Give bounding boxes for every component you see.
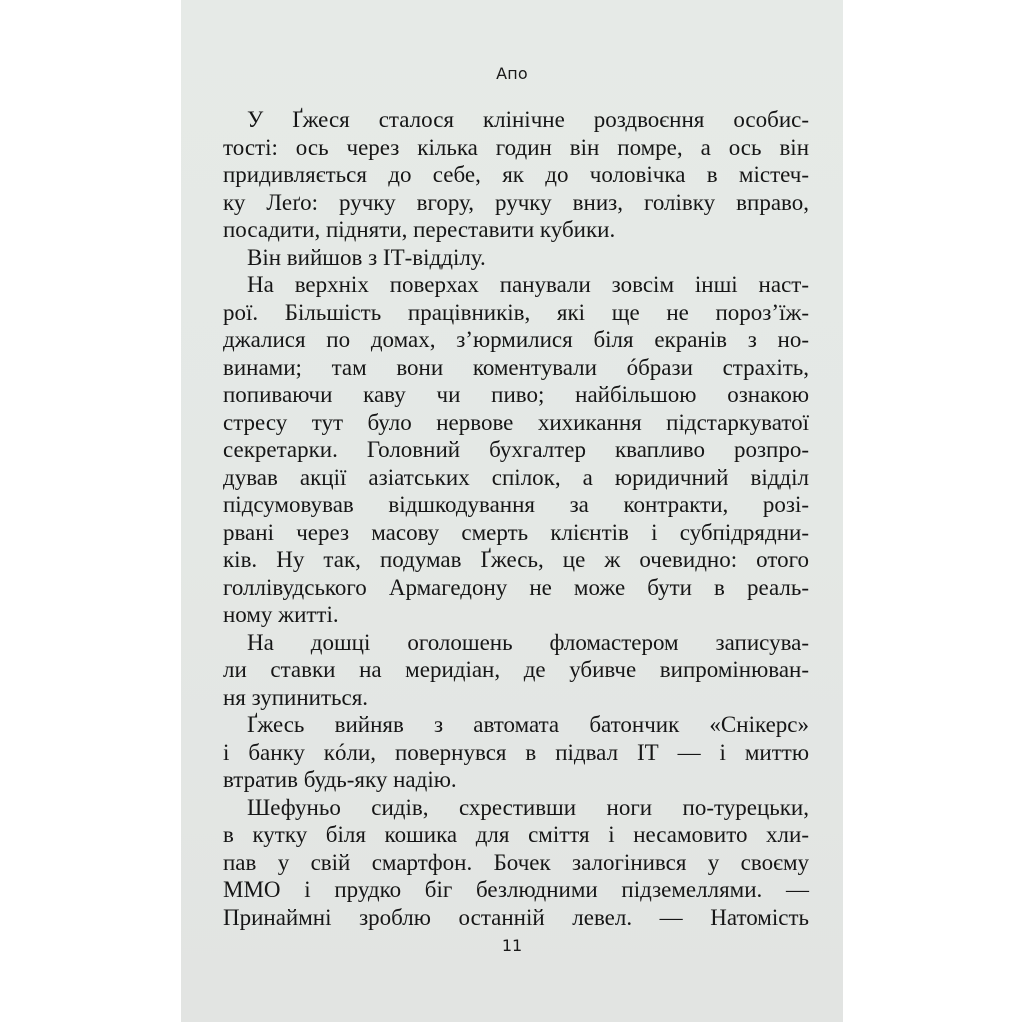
paragraph bbox=[223, 711, 809, 794]
text-line: Шефуньо сидів, схрестивши ноги по-турецьки, bbox=[247, 794, 809, 820]
text-line: ли ставки на меридіан, де убивче випромінюван- bbox=[223, 657, 809, 682]
text-line: секретарки. Головний бухгалтер квапливо розпро- bbox=[223, 437, 809, 462]
text-line: ному житті. bbox=[223, 602, 339, 627]
text-line: підсумовував відшкодування за контракти, розі- bbox=[223, 492, 809, 517]
text-line: ня зупиниться. bbox=[223, 684, 369, 710]
text-line: голлівудського Армагедону не може бути в реаль- bbox=[223, 574, 809, 600]
text-line: рвані через масову смерть клієнтів і субпідрядни- bbox=[223, 519, 809, 545]
text-line: дував акції азіатських спілок, а юридичний відділ bbox=[223, 464, 809, 490]
text-line: ків. Ну так, подумав Ґжесь, це ж очевидно: отого bbox=[223, 547, 809, 572]
paragraph bbox=[223, 794, 809, 932]
paragraph bbox=[223, 244, 809, 272]
text-line: Ґжесь вийняв з автомата батончик «Снікерс» bbox=[247, 712, 809, 737]
body-text bbox=[223, 106, 809, 931]
running-head: Апо bbox=[496, 64, 528, 83]
text-line: ММО і прудко біг безлюдними підземеллями. — bbox=[223, 877, 809, 902]
text-line: придивляється до себе, як до чоловічка в містеч- bbox=[223, 162, 809, 187]
text-line: тості: ось через кілька годин він помре, а ось він bbox=[223, 134, 809, 160]
text-line: У Ґжеся сталося клінічне роздвоєння особис- bbox=[247, 107, 809, 132]
text-line: На дошці оголошень фломастером записува- bbox=[247, 629, 809, 655]
text-line: Принаймні зроблю останній левел. — Натомість bbox=[223, 904, 809, 930]
text-line: втратив будь-яку надію. bbox=[223, 767, 457, 792]
paragraph bbox=[223, 271, 809, 629]
text-line: На верхніх поверхах панували зовсім інші наст- bbox=[247, 272, 809, 297]
text-line: джалися по домах, з’юрмилися біля екранів з но- bbox=[223, 327, 809, 352]
paragraph bbox=[223, 629, 809, 712]
text-line: попиваючи каву чи пиво; найбільшою ознакою bbox=[223, 382, 809, 407]
text-line: винами; там вони коментували óбрази страхіть, bbox=[223, 354, 809, 380]
text-line: в кутку біля кошика для сміття і несамовито хли- bbox=[223, 822, 809, 847]
text-line: і банку кóли, повернувся в підвал ІТ — і миттю bbox=[223, 739, 809, 765]
book-page bbox=[181, 0, 843, 1022]
page-number: 11 bbox=[501, 936, 523, 955]
text-line: рої. Більшість працівників, які ще не пороз’їж- bbox=[223, 299, 809, 325]
text-line: стресу тут було нервове хихикання підстаркуватої bbox=[223, 409, 809, 435]
text-line: пав у свій смартфон. Бочек залогінився у своєму bbox=[223, 849, 809, 875]
paragraph bbox=[223, 106, 809, 244]
text-line: Він вийшов з ІТ-відділу. bbox=[247, 244, 486, 270]
text-line: ку Леґо: ручку вгору, ручку вниз, голівку вправо, bbox=[223, 189, 809, 215]
text-line: посадити, підняти, переставити кубики. bbox=[223, 217, 616, 242]
